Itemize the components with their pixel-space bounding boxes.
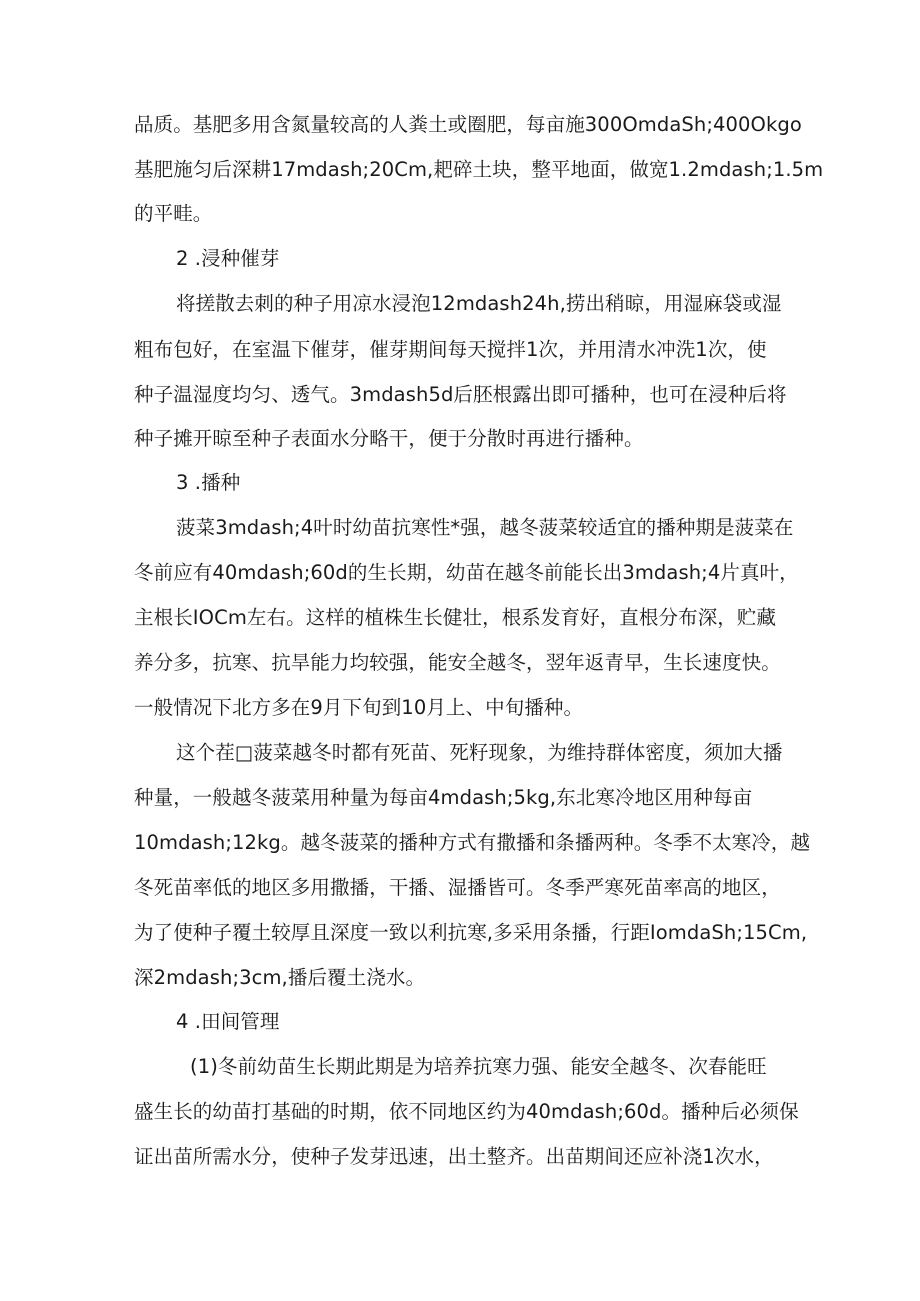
paragraph-line: 主根长IOCm左右。这样的植株生长健壮，根系发育好，直根分布深，贮藏 bbox=[134, 606, 777, 629]
paragraph-line: 盛生长的幼苗打基础的时期，依不同地区约为40mdash;60d。播种后必须保 bbox=[134, 1100, 799, 1123]
paragraph-line: 的平畦。 bbox=[134, 202, 213, 225]
paragraph-line: 一般情况下北方多在9月下旬到10月上、中旬播种。 bbox=[134, 696, 584, 719]
section-heading-field-management: 4 .田间管理 bbox=[176, 1010, 280, 1033]
paragraph-line: 菠菜3mdash;4叶时幼苗抗寒性*强，越冬菠菜较适宜的播种期是菠菜在 bbox=[176, 516, 794, 539]
paragraph-line: 为了使种子覆土较厚且深度一致以利抗寒,多采用条播，行距IomdaSh;15Cm, bbox=[134, 921, 808, 944]
paragraph-line: 证出苗所需水分，使种子发芽迅速，出土整齐。出苗期间还应补浇1次水， bbox=[134, 1145, 774, 1168]
paragraph-line: 品质。基肥多用含氮量较高的人粪土或圈肥，每亩施300OmdaSh;400Okgo bbox=[134, 113, 802, 136]
paragraph-line: 冬前应有40mdash;60d的生长期，幼苗在越冬前能长出3mdash;4片真叶， bbox=[134, 561, 799, 584]
paragraph-line: 10mdash;12kg。越冬菠菜的播种方式有撒播和条播两种。冬季不太寒冷，越 bbox=[134, 831, 811, 854]
paragraph-line: 种子摊开晾至种子表面水分略干，便于分散时再进行播种。 bbox=[134, 427, 644, 450]
section-heading-sowing: 3 .播种 bbox=[176, 471, 241, 494]
paragraph-line: 冬死苗率低的地区多用撒播，干播、湿播皆可。冬季严寒死苗率高的地区， bbox=[134, 876, 781, 899]
paragraph-line: (1)冬前幼苗生长期此期是为培养抗寒力强、能安全越冬、次春能旺 bbox=[190, 1055, 767, 1078]
paragraph-line: 粗布包好，在室温下催芽，催芽期间每天搅拌1次，并用清水冲洗1次，使 bbox=[134, 338, 767, 361]
paragraph-line: 种量，一般越冬菠菜用种量为每亩4mdash;5kg,东北寒冷地区用种每亩 bbox=[134, 786, 753, 809]
section-heading-soaking: 2 .浸种催芽 bbox=[176, 247, 280, 270]
paragraph-line: 种子温湿度均匀、透气。3mdash5d后胚根露出即可播种，也可在浸种后将 bbox=[134, 383, 787, 406]
paragraph-line: 将搓散去刺的种子用凉水浸泡12mdash24h,捞出稍晾，用湿麻袋或湿 bbox=[176, 292, 782, 315]
paragraph-line: 养分多，抗寒、抗旱能力均较强，能安全越冬，翌年返青早，生长速度快。 bbox=[134, 651, 781, 674]
paragraph-line: 深2mdash;3cm,播后覆土浇水。 bbox=[134, 966, 426, 989]
paragraph-line: 这个茬□菠菜越冬时都有死苗、死籽现象，为维持群体密度，须加大播 bbox=[176, 741, 783, 764]
paragraph-line: 基肥施匀后深耕17mdash;20Cm,耙碎土块，整平地面，做宽1.2mdash;1.5m bbox=[134, 158, 824, 181]
